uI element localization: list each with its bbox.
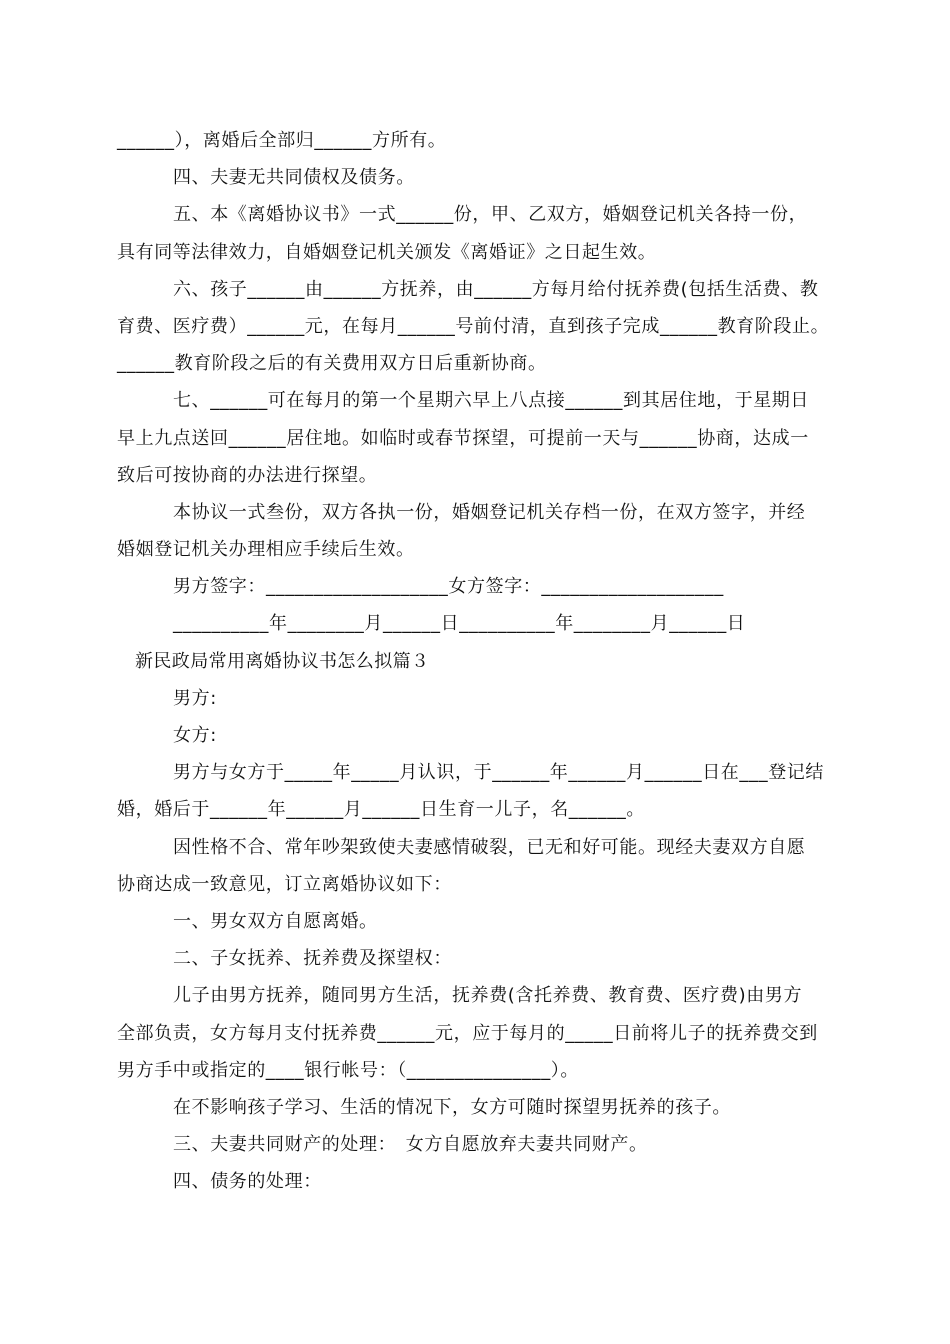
clause-seven: 七、______可在每月的第一个星期六早上八点接______到其居住地，于星期日 [173,390,809,412]
text-line: 致后可按协商的办法进行探望。 [117,464,378,486]
text-line: 婚，婚后于______年______月______日生育一儿子，名______。 [117,799,645,821]
text-line: 早上九点送回______居住地。如临时或春节探望，可提前一天与______协商，达成一 [117,427,809,449]
marriage-info: 男方与女方于_____年_____月认识，于______年______月______日在___登记结 [173,762,824,784]
clause-four-debts: 四、债务的处理： [173,1171,322,1193]
agreement-copies-text: 本协议一式叁份，双方各执一份，婚姻登记机关存档一份，在双方签字，并经 [173,501,806,523]
divorce-reason: 因性格不合、常年吵架致使夫妻感情破裂，已无和好可能。现经夫妻双方自愿 [173,836,806,858]
text-line: 男方手中或指定的____银行帐号：（_______________）。 [117,1059,579,1081]
document-body [117,122,837,1200]
clause-six: 六、孩子______由______方抚养，由______方每月给付抚养费(包括生活费、教 [173,278,819,300]
signature-line: 男方签字：___________________女方签字：___________________ [173,576,724,598]
section-title: 新民政局常用离婚协议书怎么拟篇３ [135,650,430,672]
text-line: ______教育阶段之后的有关费用双方日后重新协商。 [117,353,547,375]
clause-five: 五、本《离婚协议书》一式______份，甲、乙双方，婚姻登记机关各持一份， [173,204,808,226]
clause-three: 三、夫妻共同财产的处理： 女方自愿放弃夫妻共同财产。 [173,1134,648,1156]
visitation-text: 在不影响孩子学习、生活的情况下，女方可随时探望男抚养的孩子。 [173,1096,731,1118]
text-line: 协商达成一致意见，订立离婚协议如下： [117,873,452,895]
clause-four: 四、夫妻无共同债权及债务。 [173,167,415,189]
date-line: __________年________月______日__________年________月______日 [173,613,746,635]
text-line: 育费、医疗费）______元，在每月______号前付清，直到孩子完成______教育阶段止。 [117,315,830,337]
clause-one: 一、男女双方自愿离婚。 [173,910,378,932]
text-line: 具有同等法律效力，自婚姻登记机关颁发《离婚证》之日起生效。 [117,241,657,263]
text-line: 婚姻登记机关办理相应手续后生效。 [117,539,415,561]
male-party-label: 男方: [173,687,217,709]
clause-two: 二、子女抚养、抚养费及探望权： [173,948,452,970]
female-party-label: 女方: [173,725,217,746]
text-line: 全部负责，女方每月支付抚养费______元，应于每月的_____日前将儿子的抚养费交到 [117,1022,818,1044]
text-line: ______），离婚后全部归______方所有。 [117,130,447,151]
custody-text: 儿子由男方抚养，随同男方生活，抚养费(含托养费、教育费、医疗费)由男方 [173,985,803,1007]
